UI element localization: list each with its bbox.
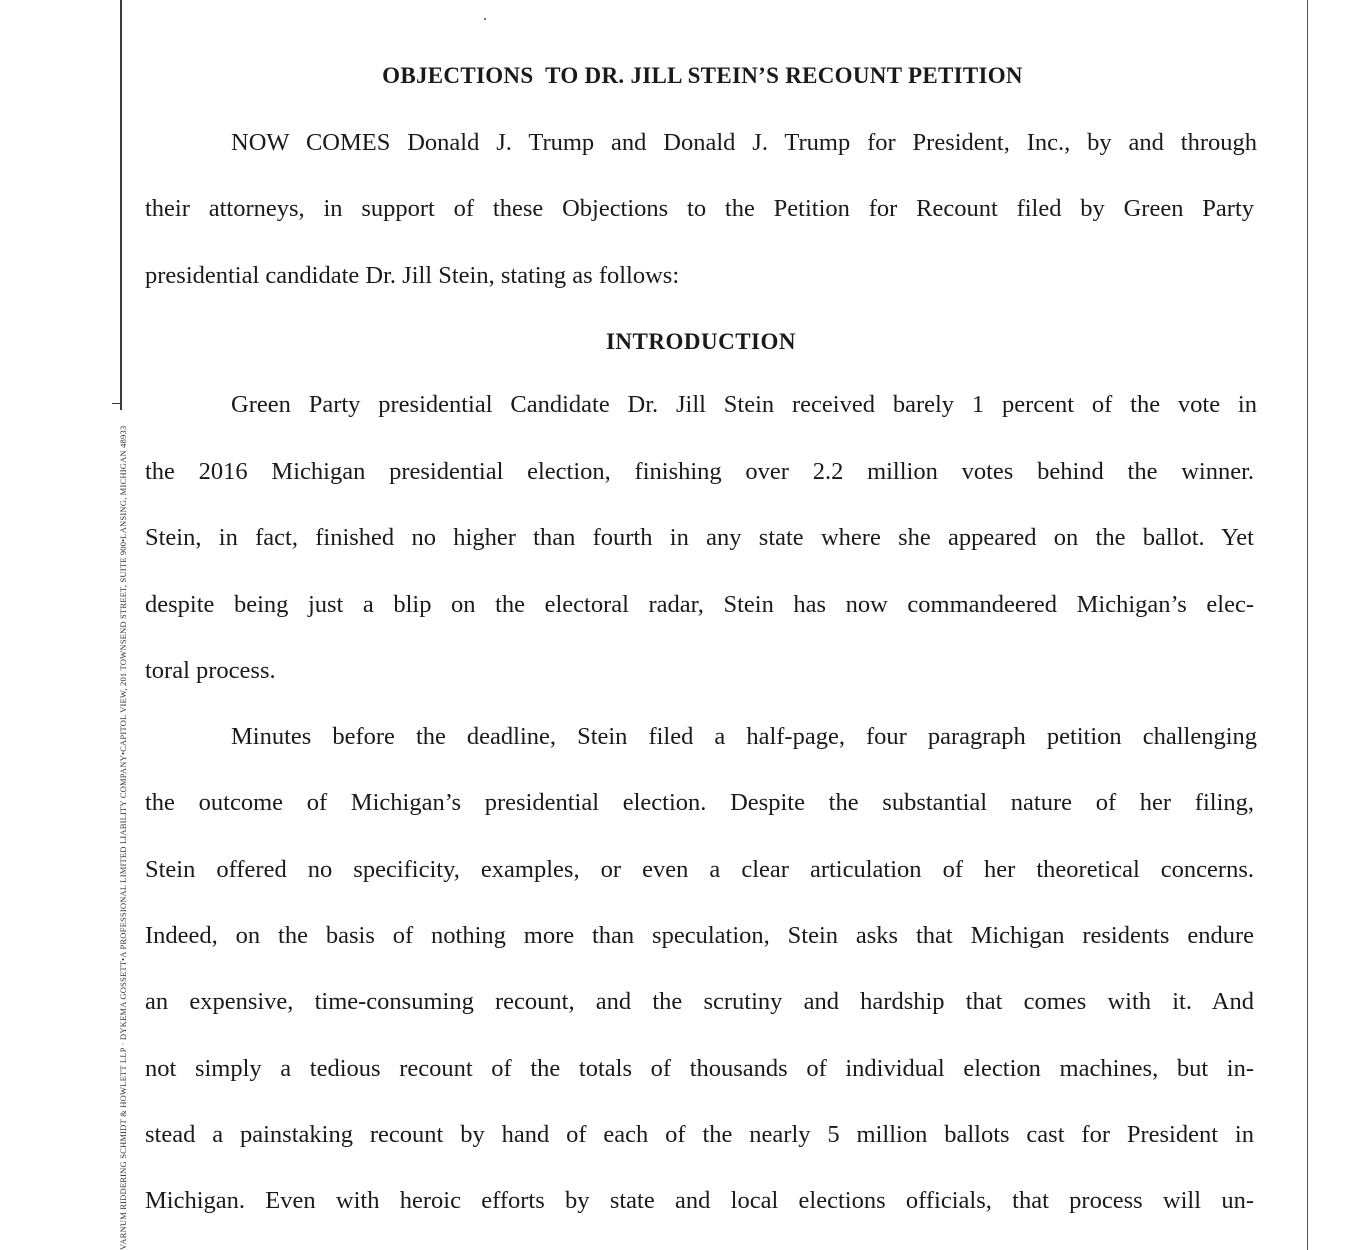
paragraph-2-line-5: toral process. [145,657,276,684]
paragraph-2-line-2: the 2016 Michigan presidential election, finishing over 2.2 million votes behind the winner. [145,458,1254,485]
paragraph-2-line-3: Stein, in fact, finished no higher than fourth in any state where she appeared on the ballot. Yet [145,524,1254,551]
paragraph-3-line-4: Indeed, on the basis of nothing more than speculation, Stein asks that Michigan residents endure [145,922,1254,949]
paragraph-1-line-1: NOW COMES Donald J. Trump and Donald J. Trump for President, Inc., by and through [231,129,1257,156]
left-margin-tick [112,403,121,404]
paragraph-3-line-5: an expensive, time-consuming recount, and the scrutiny and hardship that comes with it. And [145,988,1254,1015]
document-title: OBJECTIONS TO DR. JILL STEIN’S RECOUNT PETITION [382,63,1023,88]
paragraph-3-line-2: the outcome of Michigan’s presidential election. Despite the substantial nature of her filing, [145,789,1254,816]
paragraph-3-line-3: Stein offered no specificity, examples, or even a clear articulation of her theoretical concerns. [145,856,1254,883]
paragraph-2-line-1: Green Party presidential Candidate Dr. Jill Stein received barely 1 percent of the vote in [231,391,1257,418]
scan-speck [484,18,486,20]
paragraph-3-line-7: stead a painstaking recount by hand of each of the nearly 5 million ballots cast for President in [145,1121,1254,1148]
paragraph-2-line-4: despite being just a blip on the electoral radar, Stein has now commandeered Michigan’s elec- [145,591,1254,618]
paragraph-3-line-1: Minutes before the deadline, Stein filed a half-page, four paragraph petition challenging [231,723,1257,750]
paragraph-3-line-8: Michigan. Even with heroic efforts by state and local elections officials, that process will un- [145,1187,1254,1214]
paragraph-1-line-2: their attorneys, in support of these Objections to the Petition for Recount filed by Green Party [145,195,1254,222]
firm-margin-note: VARNUM RIDDERING SCHMIDT & HOWLETT LLP · DYKEMA GOSSETT•A PROFESSIONAL LIMITED LIABILITY COMPANY•CAPITOL VIEW, 201 TOWNSEND STREET, SUITE 900•LANSING, MICHIGAN 48933 [118,425,128,1250]
paragraph-1-line-3: presidential candidate Dr. Jill Stein, stating as follows: [145,262,680,289]
right-margin-rule [1307,0,1308,1250]
section-heading-introduction: INTRODUCTION [605,329,797,354]
paragraph-3-line-6: not simply a tedious recount of the totals of thousands of individual election machines, but in- [145,1055,1254,1082]
